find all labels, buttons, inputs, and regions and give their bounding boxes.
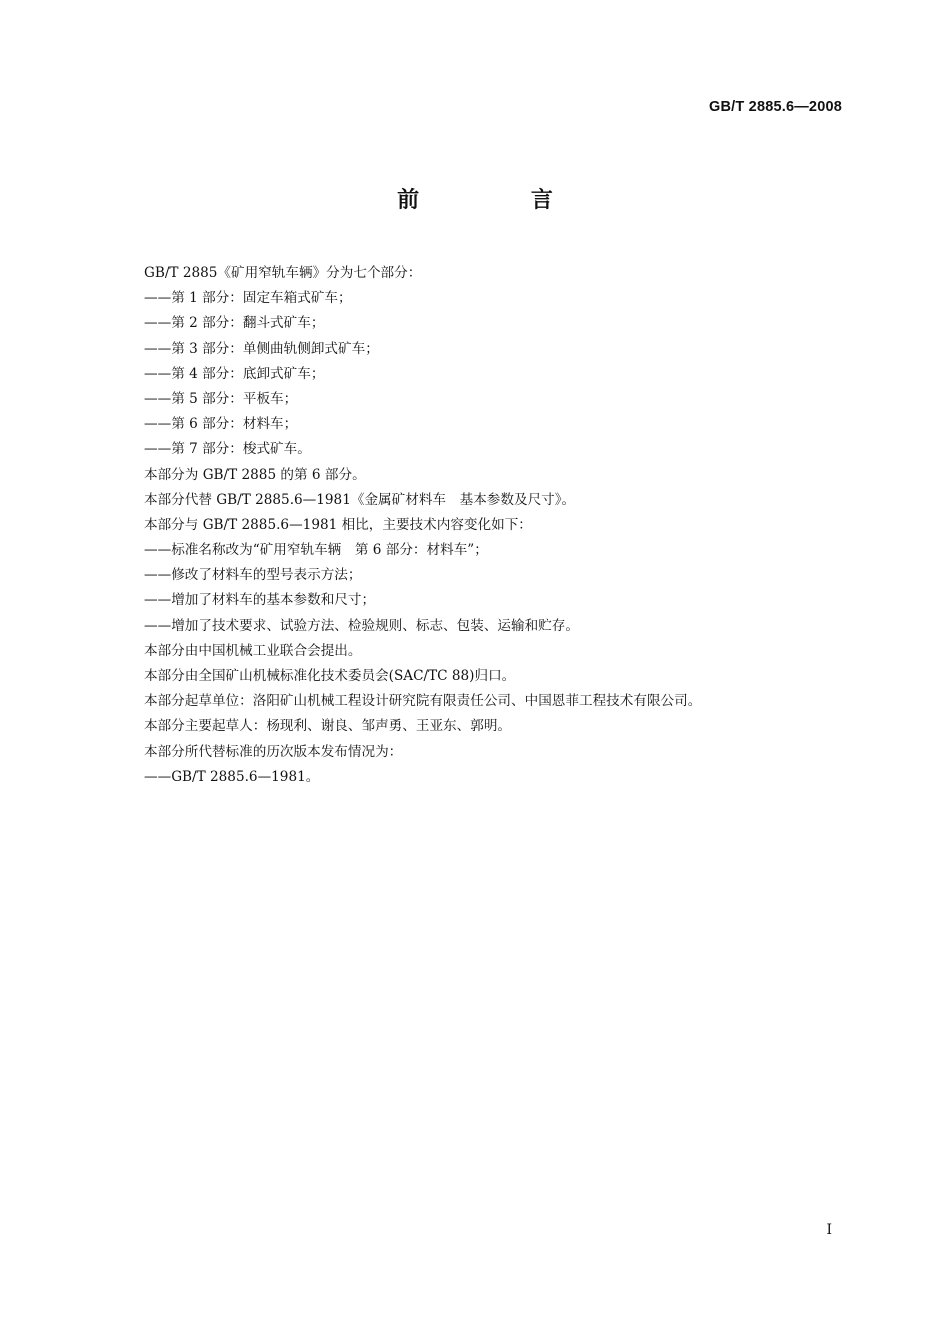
paragraph-line: ——第 1 部分：固定车箱式矿车；: [144, 290, 352, 307]
paragraph-line: ——第 2 部分：翻斗式矿车；: [144, 315, 325, 332]
paragraph-line: ——第 5 部分：平板车；: [144, 390, 298, 407]
paragraph-line: 本部分由全国矿山机械标准化技术委员会(SAC/TC 88)归口。: [144, 668, 516, 684]
paragraph-line: ——修改了材料车的型号表示方法；: [144, 567, 362, 584]
paragraph-line: 本部分代替 GB/T 2885.6—1981《金属矿材料车 基本参数及尺寸》。: [144, 491, 576, 508]
paragraph-line: ——第 7 部分：梭式矿车。: [144, 441, 311, 458]
paragraph-line: ——增加了技术要求、试验方法、检验规则、标志、包装、运输和贮存。: [144, 617, 579, 634]
foreword-body: [144, 261, 844, 790]
paragraph-line: 本部分为 GB/T 2885 的第 6 部分。: [144, 466, 366, 483]
paragraph-line: 本部分所代替标准的历次版本发布情况为：: [144, 743, 403, 760]
paragraph-line: 本部分由中国机械工业联合会提出。: [144, 642, 362, 659]
paragraph-line: ——第 6 部分：材料车；: [144, 416, 298, 433]
paragraph-line: 本部分起草单位：洛阳矿山机械工程设计研究院有限责任公司、中国恩菲工程技术有限公司。: [144, 693, 702, 710]
paragraph-line: ——GB/T 2885.6—1981。: [144, 768, 320, 785]
paragraph-line: ——增加了材料车的基本参数和尺寸；: [144, 592, 376, 609]
paragraph-line: ——标准名称改为“矿用窄轨车辆 第 6 部分：材料车”；: [144, 542, 488, 559]
paragraph-line: 本部分主要起草人：杨现利、谢良、邹声勇、王亚东、郭明。: [144, 718, 512, 735]
paragraph-line: ——第 4 部分：底卸式矿车；: [144, 365, 325, 382]
page-title: 前 言: [397, 188, 605, 213]
page-number: I: [826, 1222, 832, 1238]
standard-code: GB/T 2885.6—2008: [709, 99, 842, 115]
paragraph-line: ——第 3 部分：单侧曲轨侧卸式矿车；: [144, 340, 379, 357]
paragraph-line: 本部分与 GB/T 2885.6—1981 相比，主要技术内容变化如下：: [144, 516, 532, 533]
paragraph-line: GB/T 2885《矿用窄轨车辆》分为七个部分：: [144, 265, 422, 281]
